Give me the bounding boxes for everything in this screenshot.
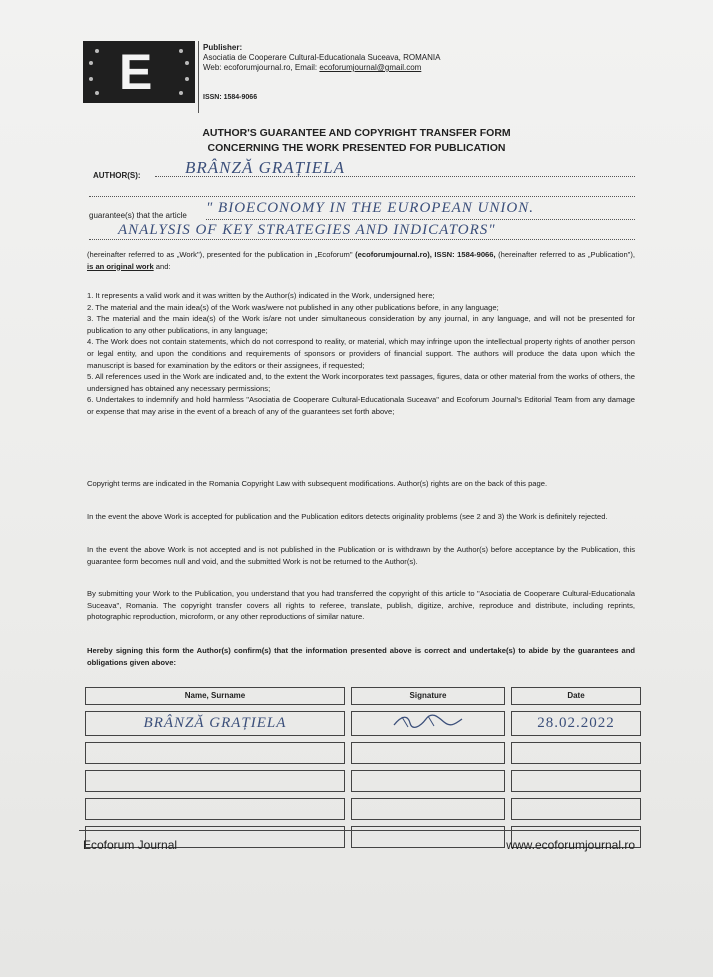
hereinafter-text-2: (hereinafter referred to as „Publication"), — [495, 250, 636, 259]
date-value: 28.02.2022 — [537, 714, 615, 731]
signature-table — [79, 681, 647, 854]
guarantee-item: 3. The material and the main idea(s) of the Work is/are not under simultaneous consideration by any journal, in any language, and will not be presented for publication to any other publications, in any language; — [87, 314, 635, 335]
table-row — [85, 770, 641, 792]
publisher-label: Publisher: — [203, 43, 243, 52]
name-value: BRÂNZĂ GRAȚIELA — [143, 714, 287, 731]
header-date: Date — [511, 687, 641, 705]
authors-label: AUTHOR(S): — [93, 171, 141, 180]
signature-cell[interactable] — [351, 798, 505, 820]
article-title-2[interactable]: ANALYSIS OF KEY STRATEGIES AND INDICATORS" — [118, 222, 496, 238]
issn: ISSN: 1584-9066 — [203, 94, 258, 101]
table-row — [85, 798, 641, 820]
date-cell[interactable] — [511, 742, 641, 764]
web-label: Web: — [203, 63, 222, 72]
table-header-row — [85, 687, 641, 705]
name-cell[interactable] — [85, 770, 345, 792]
guarantee-list — [87, 290, 635, 418]
authors-line-2 — [89, 196, 635, 197]
date-cell[interactable] — [511, 798, 641, 820]
name-cell[interactable] — [85, 742, 345, 764]
rejection-paragraph: In the event the above Work is accepted for publication and the Publication editors detects originality problems (see 2 and 3) the Work is definitely rejected. — [87, 512, 608, 521]
hereinafter-paragraph — [87, 249, 635, 272]
signature-cell[interactable] — [351, 742, 505, 764]
guarantee-item: 1. It represents a valid work and it was written by the Author(s) indicated in the Work, undersigned here; — [87, 291, 435, 300]
signature-scribble — [388, 713, 468, 729]
withdrawal-paragraph: In the event the above Work is not accepted and is not published in the Publication or is withdrawn by the Author(s) before acceptance by the Publication, this guarantee form becomes null and void, and the submitted Work is not be returned to the Author(s). — [87, 545, 635, 566]
logo-letter: E — [119, 44, 153, 100]
header-signature: Signature — [351, 687, 505, 705]
footer-divider — [79, 830, 639, 831]
web-value[interactable]: ecoforumjournal.ro, — [223, 63, 293, 72]
email-label: Email: — [294, 63, 318, 72]
hereinafter-text: (hereinafter referred to as „Work"), presented for the publication in „Ecoforum" — [87, 250, 356, 259]
guarantee-label: guarantee(s) that the article — [89, 211, 187, 220]
header-divider — [198, 41, 199, 113]
guarantee-item: 4. The Work does not contain statements, which do not correspond to reality, or material, which may infringe upon the intellectual property rights of another person or legal entity, and upon the conditions and requirements of sponsors or providers of financial support. The authors will produce the data upon which the manuscript is based for examination by the editors or their assignees, if requested; — [87, 337, 635, 370]
table-row — [85, 711, 641, 736]
table-row — [85, 742, 641, 764]
publisher-block — [203, 43, 440, 73]
ecoforum-logo — [83, 41, 195, 103]
guarantee-item: 5. All references used in the Work are indicated and, to the extent the Work incorporates text passages, figures, data or other material from the works of others, the undersigned has obtained any necessary permissions; — [87, 372, 635, 393]
journal-reference: (ecoforumjournal.ro), ISSN: 1584-9066, — [355, 250, 496, 259]
form-title-line2: CONCERNING THE WORK PRESENTED FOR PUBLICATION — [207, 142, 506, 154]
article-line-1 — [206, 219, 635, 220]
email-link[interactable]: ecoforumjournal@gmail.com — [319, 63, 422, 72]
copyright-paragraph: Copyright terms are indicated in the Romania Copyright Law with subsequent modifications. Author(s) rights are on the back of this page. — [87, 479, 548, 488]
article-title-1[interactable]: " BIOECONOMY IN THE EUROPEAN UNION. — [206, 200, 534, 216]
date-cell[interactable] — [511, 711, 641, 736]
name-cell[interactable] — [85, 711, 345, 736]
signature-cell[interactable] — [351, 711, 505, 736]
guarantee-item: 6. Undertakes to indemnify and hold harmless "Asociatia de Cooperare Cultural-Educationala Suceava" and Ecoforum Journal's Editorial Team from any damage or expense that may arise in the event of a breach of any of the guarantees set forth above; — [87, 395, 635, 416]
form-title-line1: AUTHOR'S GUARANTEE AND COPYRIGHT TRANSFER FORM — [202, 127, 511, 139]
publisher-name: Asociatia de Cooperare Cultural-Educationala Suceava, ROMANIA — [203, 53, 441, 62]
and-text: and: — [153, 261, 171, 271]
original-work: is an original work — [87, 261, 154, 271]
transfer-paragraph: By submitting your Work to the Publication, you understand that you had transferred the copyright of this article to "Asociatia de Cooperare Cultural-Educationala Suceava", Romania. The copyright transfer covers all rights to referee, translate, publish, digitize, archive, reproduce and distribute, including reprints, photographic reproduction, microform, or any other reproductions of similar nature. — [87, 589, 635, 622]
footer-website[interactable]: www.ecoforumjournal.ro — [506, 838, 635, 852]
authors-value[interactable]: BRÂNZĂ GRAȚIELA — [185, 158, 345, 177]
footer-journal: Ecoforum Journal — [83, 838, 178, 852]
name-cell[interactable] — [85, 798, 345, 820]
header-name: Name, Surname — [85, 687, 345, 705]
article-line-2 — [89, 239, 635, 240]
confirmation-statement: Hereby signing this form the Author(s) confirm(s) that the information presented above is correct and undertake(s) to abide by the guarantees and obligations given above: — [87, 646, 635, 667]
date-cell[interactable] — [511, 770, 641, 792]
signature-cell[interactable] — [351, 770, 505, 792]
guarantee-item: 2. The material and the main idea(s) of the Work was/were not published in any other publications before, in any language; — [87, 302, 499, 312]
